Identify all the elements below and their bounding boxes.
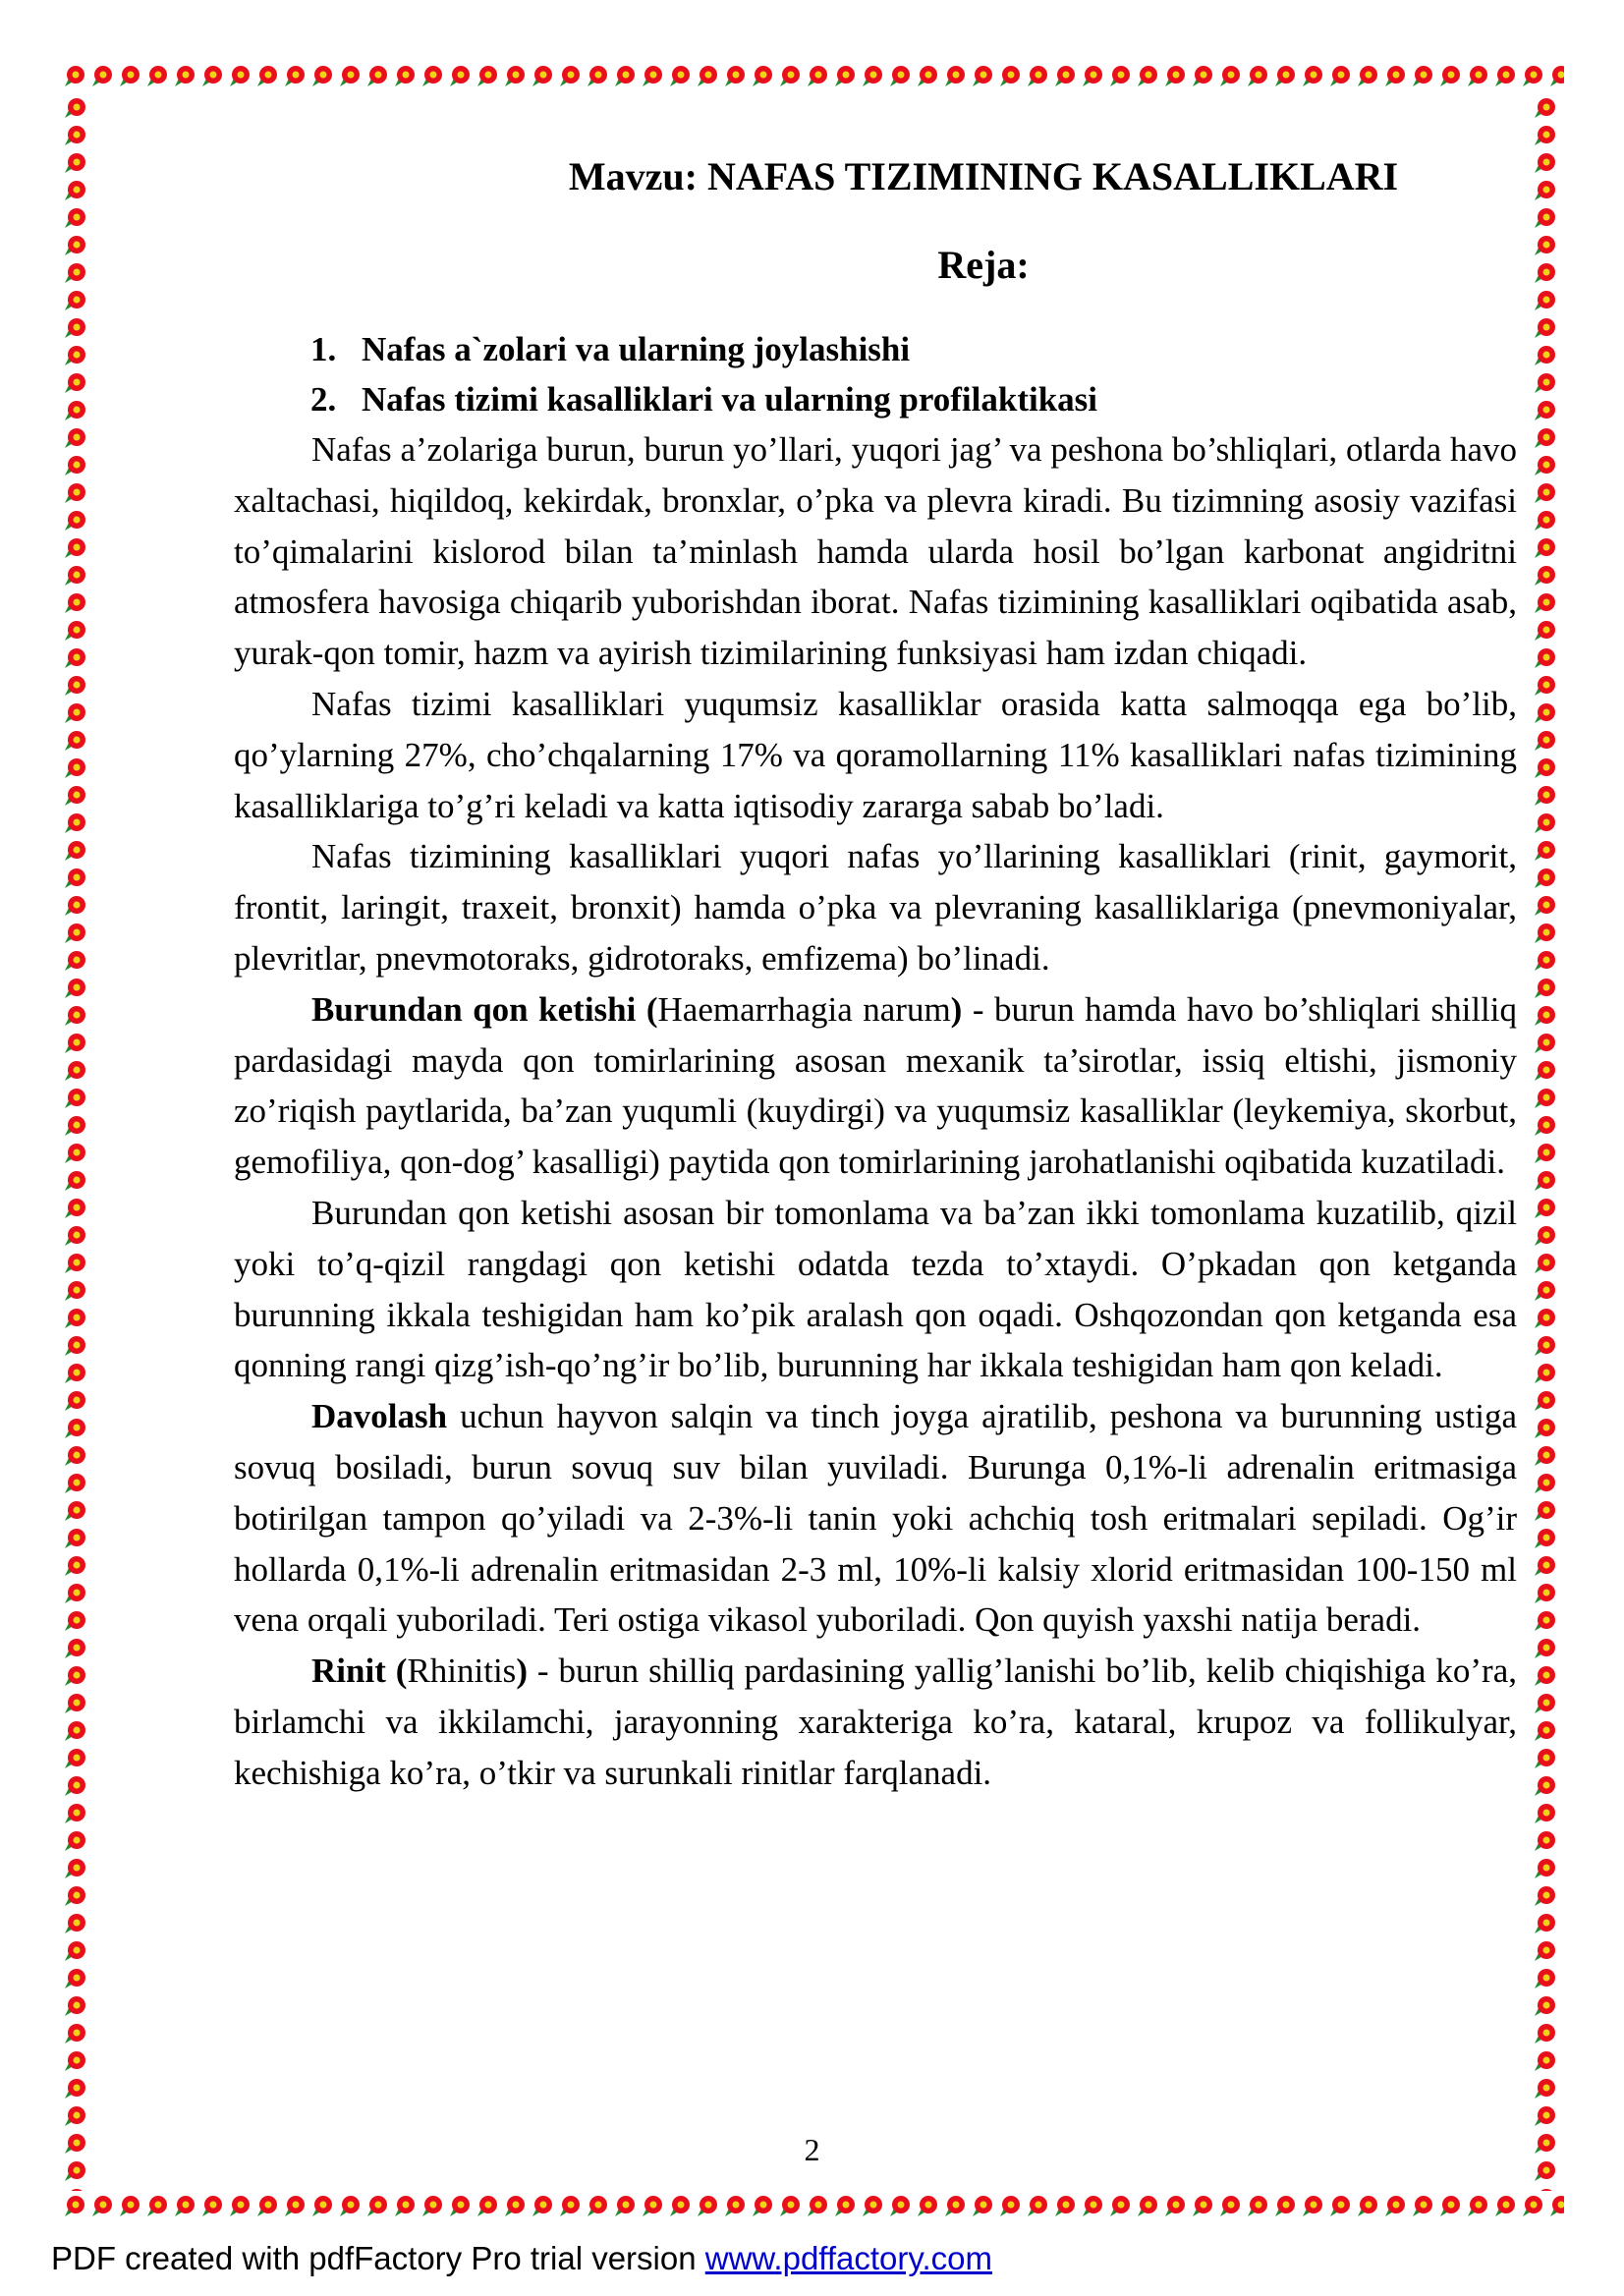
plan-item-number: 1. [310, 330, 337, 368]
plan-heading: Reja: [937, 243, 1030, 287]
paragraph-text: - burun shilliq pardasining yallig’lanishi bo’lib, kelib chiqishiga ko’ra, birlamchi va ikkilamchi, jarayonning xarakteriga ko’ra, kataral, krupoz va follikulyar, kechishiga ko’ra, o’tkir va surunkali rinitlar farqlanadi. [234, 1652, 1517, 1792]
paragraph-text: Nafas tizimi kasalliklari yuqumsiz kasalliklar orasida katta salmoqqa ega bo’lib, qo’ylarning 27%, cho’chqalarning 17% va qoramollarning 11% kasalliklari nafas tizimining kasalliklariga to’g’ri keladi va katta iqtisodiy zararga sabab bo’ladi. [234, 684, 1517, 825]
paragraph [234, 984, 1517, 1188]
border-bottom [61, 2191, 1564, 2224]
plan-list [234, 324, 1517, 424]
page-content [234, 147, 1517, 1799]
border-right [1531, 94, 1564, 2191]
paragraph [234, 1391, 1517, 1646]
paragraph-text: Nafas tizimining kasalliklari yuqori nafas yo’llarining kasalliklari (rinit, gaymorit, frontit, laringit, traxeit, bronxit) hamda o’pka va plevraning kasalliklariga (pnevmoniyalar, plevritlar, pnevmotoraks, gidrotoraks, emfizema) bo’linadi. [234, 837, 1517, 978]
footer-text: PDF created with pdfFactory Pro trial version [51, 2240, 705, 2276]
term-latin: Rhinitis [407, 1652, 517, 1691]
paragraph [234, 1646, 1517, 1798]
paragraph-text: Burundan qon ketishi asosan bir tomonlama va ba’zan ikki tomonlama kuzatilib, qizil yoki to’q-qizil rangdagi qon ketishi odatda tezda to’xtaydi. O’pkadan qon ketganda burunning ikkala teshigidan ham ko’pik aralash qon oqadi. Oshqozondan qon ketganda esa qonning rangi qizg’ish-qo’ng’ir bo’lib, burunning har ikkala teshigidan ham qon keladi. [234, 1193, 1517, 1385]
page-number: 2 [804, 2132, 820, 2167]
footer-link[interactable]: www.pdffactory.com [704, 2240, 992, 2276]
plan-item-text: Nafas a`zolari va ularning joylashishi [362, 330, 911, 368]
border-left [61, 94, 94, 2191]
border-top [61, 61, 1564, 94]
paragraph [234, 679, 1517, 831]
paragraph [234, 424, 1517, 679]
plan-item [234, 324, 1517, 374]
pdf-footer [51, 2240, 992, 2277]
term-latin: Haemarrhagia narum [657, 989, 951, 1029]
term-bold: Davolash [311, 1397, 448, 1436]
plan-item [234, 374, 1517, 424]
plan-item-number: 2. [310, 380, 337, 419]
paragraph [234, 1188, 1517, 1391]
paragraph-text: uchun hayvon salqin va tinch joyga ajratilib, peshona va burunning ustiga sovuq bosiladi, burun sovuq suv bilan yuviladi. Burunga 0,1%-li adrenalin eritmasiga botirilgan tampon qo’yiladi va 2-3%-li tanin yoki achchiq tosh eritmalari sepiladi. Og’ir hollarda 0,1%-li adrenalin eritmasidan 2-3 ml, 10%-li kalsiy xlorid eritmasidan 100-150 ml vena orqali yuboriladi. Teri ostiga vikasol yuboriladi. Qon quyish yaxshi natija beradi. [234, 1397, 1517, 1640]
paragraph-text: - burun hamda havo bo’shliqlari shilliq pardasidagi mayda qon tomirlarining asosan mexanik ta’sirotlar, issiq eltishi, jismoniy zo’riqish paytlarida, ba’zan yuqumli (kuydirgi) va yuqumsiz kasalliklar (leykemiya, skorbut, gemofiliya, qon-dog’ kasalligi) paytida qon tomirlarining jarohatlanishi oqibatida kuzatiladi. [234, 989, 1517, 1182]
paragraph-text: Nafas a’zolariga burun, burun yo’llari, yuqori jag’ va peshona bo’shliqlari, otlarda havo xaltachasi, hiqildoq, kekirdak, bronxlar, o’pka va plevra kiradi. Bu tizimning asosiy vazifasi to’qimalarini kislorod bilan ta’minlash hamda ularda hosil bo’lgan karbonat angidritni atmosfera havosiga chiqarib yuborishdan iborat. Nafas tizimining kasalliklari oqibatida asab, yurak-qon tomir, hazm va ayirish tizimilarining funksiyasi ham izdan chiqadi. [234, 430, 1517, 673]
term-bold: Burundan qon ketishi ( [311, 989, 658, 1029]
term-bold-close: ) [950, 989, 963, 1029]
paragraph [234, 831, 1517, 983]
term-bold: Rinit ( [311, 1652, 408, 1691]
term-bold-close: ) [516, 1652, 528, 1691]
page-title: Mavzu: NAFAS TIZIMINING KASALLIKLARI [568, 154, 1399, 198]
plan-item-text: Nafas tizimi kasalliklari va ularning profilaktikasi [362, 380, 1098, 419]
